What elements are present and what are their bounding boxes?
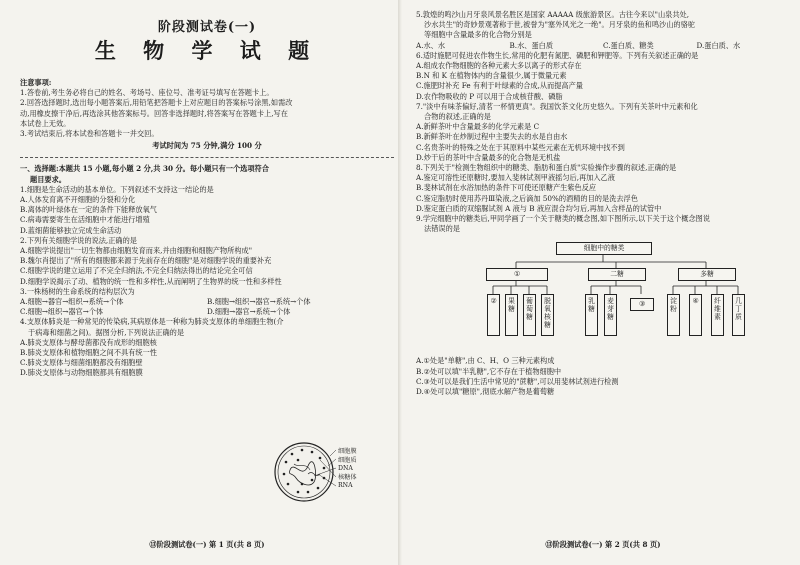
question-stem: 合物的叙述,正确的是: [424, 112, 491, 122]
figure-label: 细胞膜: [338, 448, 357, 455]
option: B.细胞→组织→器官→系统→个体: [207, 297, 311, 307]
question-stem: 4.支原体肺炎是一种常见的传染病,其病原体是一种称为肺炎支原体的单细胞生物(介: [20, 317, 284, 327]
diagram-leaf: 麦芽糖: [604, 294, 617, 336]
figure-label: DNA: [338, 465, 353, 473]
section-heading: 题目要求。: [30, 174, 66, 184]
option: B.离体的叶绿体在一定的条件下能释放氧气: [20, 205, 157, 215]
diagram-leaf: 几丁质: [732, 294, 745, 336]
page-footer: ⑬阶段测试卷(一) 第 1 页(共 8 页): [149, 539, 265, 549]
option-row: [20, 307, 394, 317]
diagram-leaf: ④: [689, 294, 702, 336]
sugar-concept-diagram: [416, 236, 790, 352]
option: C.肺炎支原体与细菌细胞都没有细胞壁: [20, 358, 143, 368]
cell-figure-labels: [338, 448, 357, 491]
page-footer: ⑬阶段测试卷(一) 第 2 页(共 8 页): [545, 539, 661, 549]
option: B.水、蛋白质: [509, 40, 554, 50]
diagram-node: ①: [486, 268, 548, 281]
option-row: [20, 297, 394, 307]
option: C.病毒需要寄生在活细胞中才能进行增殖: [20, 215, 150, 225]
option: D.细胞→器官→系统→个体: [207, 307, 291, 317]
option: D.蛋白质、水: [696, 40, 741, 50]
option: B.②处可以填"半乳糖",它不存在于植物细胞中: [416, 366, 562, 376]
option: C.③处可以是我们生活中常见的"蔗糖",可以用斐林试剂进行检测: [416, 376, 619, 386]
figure-label: RNA: [338, 482, 353, 490]
option: D.蓝细菌能够独立完成生命活动: [20, 225, 122, 235]
question-stem: 等细胞中含量最多的化合物分别是: [424, 30, 532, 40]
option: A.鉴定可溶性还原糖时,要加入斐林试剂甲液摇匀后,再加入乙液: [416, 173, 615, 183]
option-row: [416, 41, 790, 51]
question-stem: 8.下列关于"检测生物组织中的糖类、脂肪和蛋白质"实验操作步骤的叙述,正确的是: [416, 163, 677, 173]
exam-page-2: [416, 10, 790, 550]
option: A.组成农作物细胞的各种元素大多以离子的形式存在: [416, 61, 582, 71]
option: A.水、水: [416, 40, 446, 50]
diagram-leaf: 纤维素: [711, 294, 724, 336]
option: A.肺炎支原体与酵母菌都没有成形的细胞核: [20, 337, 157, 347]
question-stem: 7."淡中有味茶偏好,清茗一杯情更真"。我国饮茶文化历史悠久。下列有关茶叶中元素和化: [416, 101, 698, 111]
option: D.肺炎支原体与动物细胞都具有细胞膜: [20, 368, 143, 378]
diagram-node: 二糖: [588, 268, 646, 281]
option: C.细胞学说的建立运用了不完全归纳法,不完全归纳法得出的结论完全可信: [20, 266, 253, 276]
note-line: 3.考试结束后,将本试卷和答题卡一并交回。: [20, 129, 159, 139]
option: B.新鲜茶叶在炒制过程中主要失去的水是自由水: [416, 132, 568, 142]
section-heading: 一、选择题:本题共 15 小题,每小题 2 分,共 30 分。每小题只有一个选项符合: [20, 164, 269, 174]
exam-page-1: [20, 10, 394, 550]
question-stem: 于病毒和细菌之间)。据图分析,下列说法正确的是: [28, 327, 185, 337]
note-line: 本试卷上无效。: [20, 118, 71, 128]
diagram-leaf: 葡萄糖: [523, 294, 536, 336]
diagram-root: 细胞中的糖类: [556, 242, 652, 255]
time-score: 考试时间为 75 分钟,满分 100 分: [152, 141, 262, 151]
diagram-leaf: 果糖: [505, 294, 518, 336]
note-line: 2.回答选择题时,选出每小题答案后,用铅笔把答题卡上对应题目的答案标号涂黑,如需改: [20, 98, 293, 108]
question-stem: 9.学完细胞中的糖类后,甲同学画了一个关于糖类的概念图,如下图所示,以下关于这个概念图说: [416, 214, 711, 224]
option: A.细胞学说提出"一切生物都由细胞发育而来,并由细胞和细胞产物所构成": [20, 246, 253, 256]
note-line: 1.答卷前,考生务必将自己的姓名、考场号、座位号、准考证号填写在答题卡上。: [20, 88, 274, 98]
option: D.农作物吸收的 P 可以用于合成核苷酸、磷脂: [416, 91, 563, 101]
note-line: 动,用橡皮擦干净后,再选涂其他答案标号。回答非选择题时,将答案写在答题卡上,写在: [20, 108, 288, 118]
option: A.新鲜茶叶中含量最多的化学元素是 C: [416, 122, 540, 132]
option: A.①处是"单糖",由 C、H、O 三种元素构成: [416, 356, 555, 366]
option: C.细胞→组织→器官→个体: [20, 307, 104, 317]
exam-subject: 生 物 学 试 题: [94, 38, 320, 63]
question-stem: 1.细胞是生命活动的基本单位。下列叙述不支持这一结论的是: [20, 184, 214, 194]
notes-heading: 注意事项:: [20, 78, 52, 87]
question-stem: 3.一株杨树的生命系统的结构层次为: [20, 286, 135, 296]
option: C.名贵茶叶的特殊之处在于其原料中某些元素在无机环境中找不到: [416, 142, 625, 152]
option: B.斐林试剂在水浴加热的条件下可使还原糖产生紫色反应: [416, 183, 597, 193]
option: D.鉴定蛋白质的双缩脲试剂 A 液与 B 液应混合均匀后,再加入含样品的试管中: [416, 203, 662, 213]
figure-label: 核糖体: [338, 473, 357, 481]
question-stem: 5.敦煌的鸣沙山月牙泉风景名胜区是国家 AAAAA 级旅游景区。古往今来以"山泉共处,: [416, 10, 689, 19]
option: B.魏尔肖提出了"所有的细胞都来源于先前存在的细胞"是对细胞学说的重要补充: [20, 256, 272, 266]
option: D.炒干后的茶叶中含量最多的化合物是无机盐: [416, 152, 561, 162]
diagram-leaf: 脱氧核糖: [541, 294, 554, 336]
option: C.蛋白质、糖类: [603, 40, 654, 50]
option: B.N 和 K 在植物体内的含量很少,属于微量元素: [416, 71, 567, 81]
divider: [20, 157, 394, 158]
question-stem: 2.下列有关细胞学说的说法,正确的是: [20, 235, 137, 245]
diagram-leaf: 乳糖: [585, 294, 598, 336]
diagram-leaf: ③: [630, 298, 654, 311]
option: B.肺炎支原体和植物细胞之间不具有统一性: [20, 348, 157, 358]
question-stem: 法错误的是: [424, 224, 460, 234]
exam-title: 阶段测试卷(一): [157, 20, 257, 35]
page-gutter: [398, 0, 402, 565]
diagram-leaf: ②: [487, 294, 500, 336]
question-stem: 6.适时施肥可促进农作物生长,常用的化肥有氮肥、磷肥和钾肥等。下列有关叙述正确的是: [416, 50, 699, 60]
diagram-node: 多糖: [678, 268, 736, 281]
diagram-leaf: 淀粉: [667, 294, 680, 336]
figure-label: 细胞质: [338, 456, 357, 464]
option: D.④处可以填"糖原",彻底水解产物是葡萄糖: [416, 387, 555, 397]
option: D.细胞学说揭示了动、植物的统一性和多样性,从而阐明了生物界的统一性和多样性: [20, 276, 282, 286]
option: C.施肥时补充 Fe 有利于叶绿素的合成,从而提高产量: [416, 81, 583, 91]
option: A.细胞→器官→组织→系统→个体: [20, 297, 124, 307]
mycoplasma-cell-figure: [272, 440, 336, 504]
question-stem: 沙水共生"的奇妙景观著称于世,被誉为"塞外风光之一绝"。月牙泉的鱼和鸣沙山的骆驼: [424, 20, 695, 30]
option: C.鉴定脂肪时使用苏丹Ⅲ染液,之后滴加 50%的酒精的目的是洗去浮色: [416, 193, 638, 203]
option: A.人体发育离不开细胞的分裂和分化: [20, 195, 136, 205]
